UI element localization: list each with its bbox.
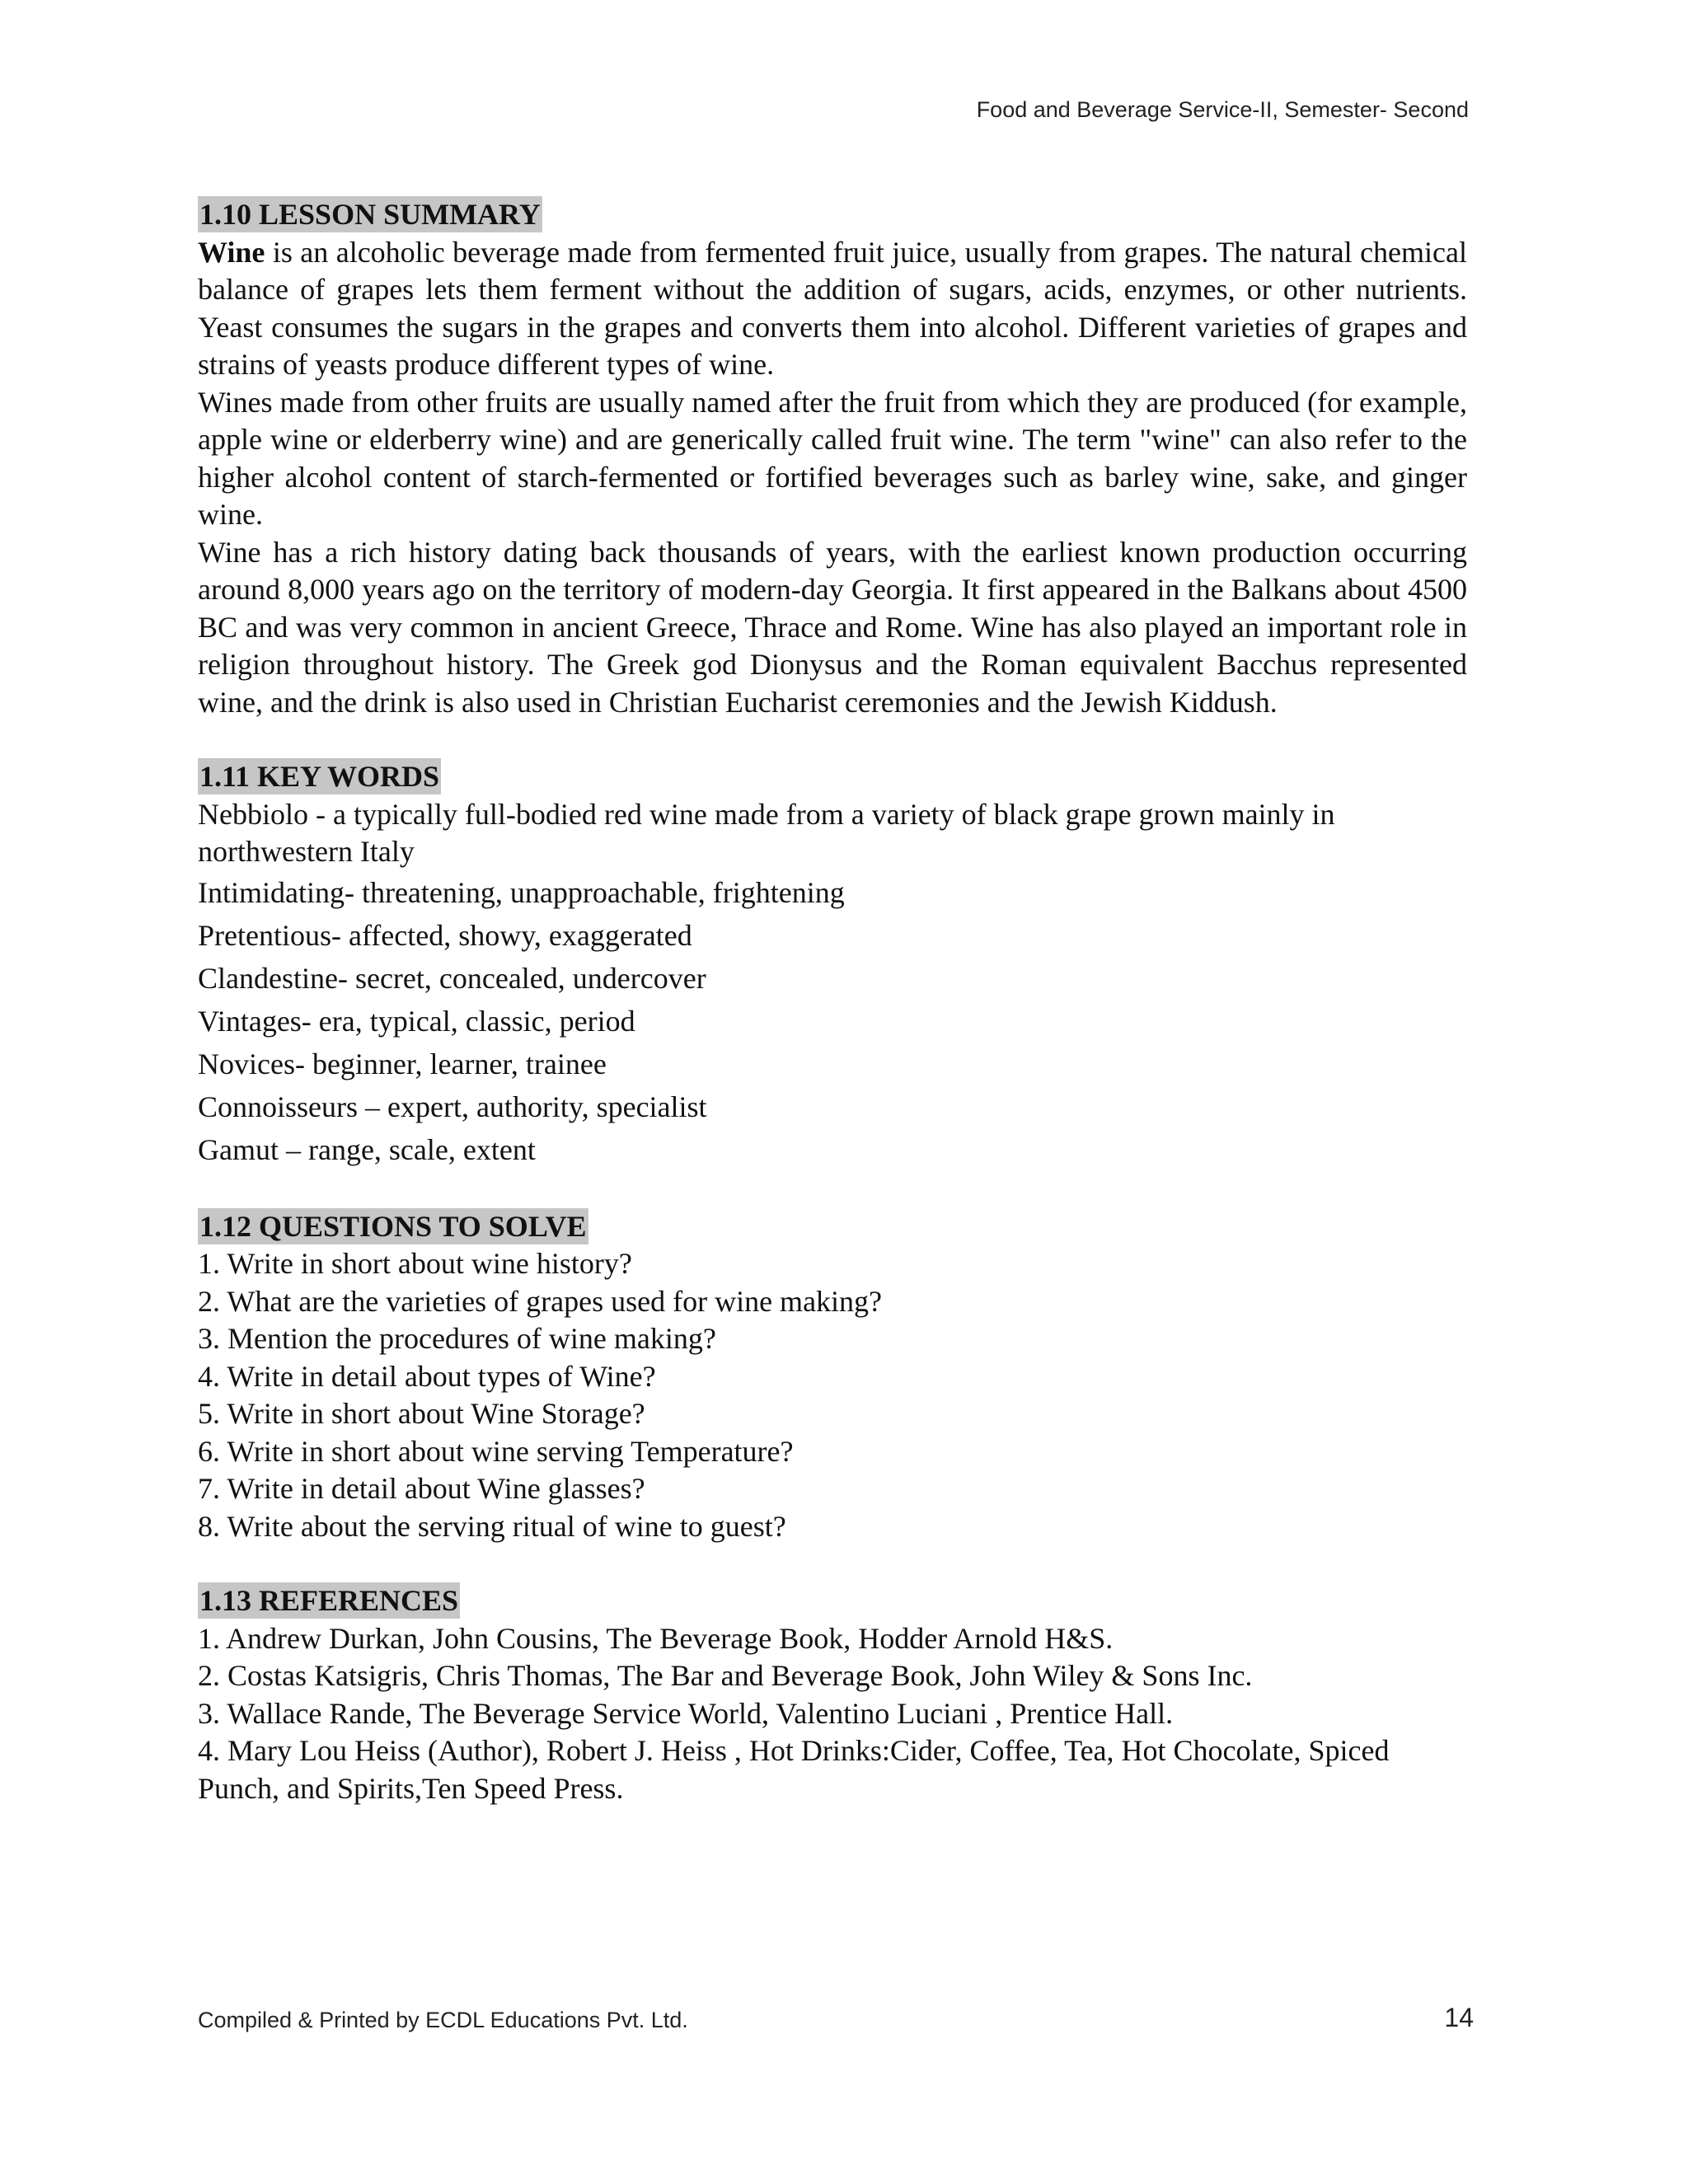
summary-lead-word: Wine (198, 235, 265, 269)
keyword-item: Gamut – range, scale, extent (198, 1132, 536, 1166)
references-section (198, 1582, 1467, 1807)
lesson-summary-heading: 1.10 LESSON SUMMARY (199, 198, 541, 231)
questions-section (198, 1208, 1467, 1546)
section-spacer (198, 1171, 1467, 1208)
key-words-heading: 1.11 KEY WORDS (199, 760, 440, 793)
keyword-item: Pretentious- affected, showy, exaggerated (198, 918, 692, 952)
question-item: 2. What are the varieties of grapes used for wine making? (198, 1284, 883, 1318)
reference-item: 4. Mary Lou Heiss (Author), Robert J. Heiss , Hot Drinks:Cider, Coffee, Tea, Hot Chocolate, Spiced Punch, and Spirits,Ten Speed Press. (198, 1734, 1390, 1805)
summary-paragraph-3: Wine has a rich history dating back thousands of years, with the earliest known production occurring around 8,000 years ago on the territory of modern-day Georgia. It first appeared in the Balkans about 4500 BC and was very common in ancient Greece, Thrace and Rome. Wine has also played an important role in religion throughout history. The Greek god Dionysus and the Roman equivalent Bacchus represented wine, and the drink is also used in Christian Eucharist ceremonies and the Jewish Kiddush. (198, 535, 1467, 719)
keyword-item: Clandestine- secret, concealed, undercover (198, 961, 706, 995)
summary-paragraph-1 (198, 234, 1467, 384)
summary-paragraph-2: Wines made from other fruits are usually named after the fruit from which they are produced (for example, apple wine or elderberry wine) and are generically called fruit wine. The term "wine" can also refer to the higher alcohol content of starch-fermented or fortified beverages such as barley wine, sake, and ginger wine. (198, 385, 1467, 531)
question-item: 7. Write in detail about Wine glasses? (198, 1472, 645, 1505)
keyword-item: Vintages- era, typical, classic, period (198, 1004, 635, 1038)
question-item: 4. Write in detail about types of Wine? (198, 1359, 656, 1393)
reference-item: 3. Wallace Rande, The Beverage Service World, Valentino Luciani , Prentice Hall. (198, 1696, 1174, 1730)
lesson-summary-section (198, 196, 1467, 721)
running-header: Food and Beverage Service-II, Semester- Second (976, 97, 1469, 122)
reference-item: 1. Andrew Durkan, John Cousins, The Beverage Book, Hodder Arnold H&S. (198, 1621, 1114, 1655)
footer-credit: Compiled & Printed by ECDL Educations Pvt. Ltd. (198, 2008, 688, 2032)
question-item: 8. Write about the serving ritual of wine to guest? (198, 1509, 786, 1543)
section-spacer (198, 1545, 1467, 1582)
questions-heading: 1.12 QUESTIONS TO SOLVE (199, 1209, 587, 1243)
summary-paragraph-1-text: is an alcoholic beverage made from fermented fruit juice, usually from grapes. The natural chemical balance of grapes lets them ferment without the addition of sugars, acids, enzymes, or other nutrients. Yeast consumes the sugars in the grapes and converts them into alcohol. Different varieties of grapes and strains of yeasts produce different types of wine. (198, 235, 1467, 381)
page-content (198, 196, 1467, 1807)
question-item: 6. Write in short about wine serving Temperature? (198, 1434, 794, 1468)
keyword-item: Nebbiolo - a typically full-bodied red wine made from a variety of black grape grown mainly in northwestern Italy (198, 797, 1335, 868)
section-spacer (198, 721, 1467, 758)
question-item: 5. Write in short about Wine Storage? (198, 1397, 645, 1430)
keyword-item: Novices- beginner, learner, trainee (198, 1047, 607, 1080)
question-item: 3. Mention the procedures of wine making? (198, 1322, 716, 1355)
question-item: 1. Write in short about wine history? (198, 1247, 632, 1280)
keyword-item: Connoisseurs – expert, authority, specialist (198, 1090, 707, 1123)
key-words-section (198, 758, 1467, 1171)
keyword-item: Intimidating- threatening, unapproachable, frightening (198, 875, 845, 909)
reference-item: 2. Costas Katsigris, Chris Thomas, The Bar and Beverage Book, John Wiley & Sons Inc. (198, 1659, 1253, 1692)
references-heading: 1.13 REFERENCES (199, 1584, 459, 1617)
page-number: 14 (1444, 2003, 1474, 2032)
